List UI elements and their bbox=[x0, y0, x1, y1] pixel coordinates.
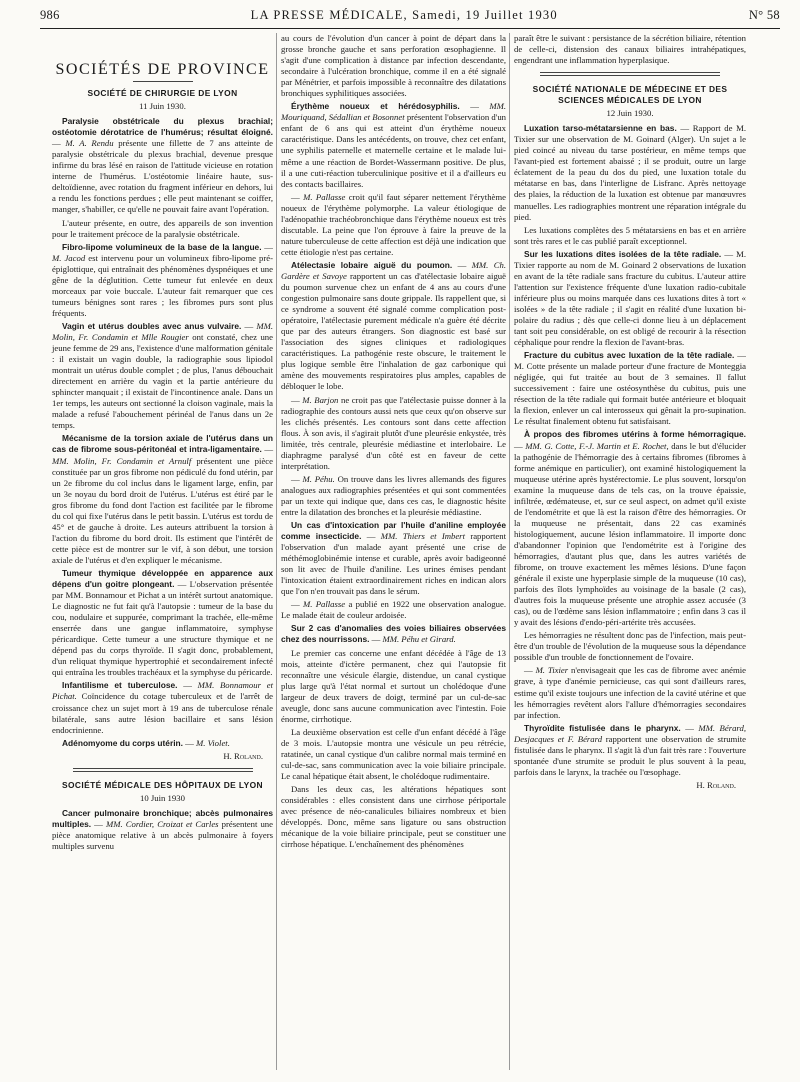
page-header bbox=[40, 4, 780, 26]
article: Thyroïdite fistulisée dans le pharynx. — MM. Bérard, Desjacques et F. Bérard rapportent une observation de strumite fistulisée dans le pharynx. Il s'agit là d'un fait très rare : l'ouverture spontanée d'une strumite se produit le plus souvent à la peau, parfois dans le larynx, la trachée ou l'œsophage. bbox=[514, 722, 747, 777]
signature: H. Roland. bbox=[696, 779, 736, 790]
article: Vagin et utérus doubles avec anus vulvaire. — MM. Molin, Fr. Condamin et Mlle Rougier ont constaté, chez une jeune femme de 29 ans, l'existence d'une malformation génitale : il existait un vagin double, la radiographie sous lipiodol montrait un utérus double complet ; de plus, l'anus débouchait directement en arrière du vagin et la partie antérieure du sphincter manquait ; il existait de l'incontinence anale. Dans un 1er temps, les auteurs ont sectionné la cloison vaginale, mais la malade a refusé l'abouchement périnéal de l'anus dans un 2e temps. bbox=[52, 320, 273, 431]
session-date: 10 Juin 1930 bbox=[140, 792, 185, 803]
article: Adénomyome du corps utérin. — M. Violet. bbox=[62, 737, 230, 748]
article: — M. Péhu. On trouve dans les livres allemands des figures analogues aux radiographies présentées et qui sont commentées par un texte qui indique que, dans ces cas, le diagnostic hésite entre la dilatation des bronches et la pleurésie médiastine. bbox=[281, 473, 506, 517]
paragraph: Dans les deux cas, les altérations hépatiques sont considérables : elles consistent dans une cirrhose périportale avec présence de néo-canalicules biliaires nombreux et bien développés. Donc, même sans ligature ou sans obstruction mécanique de la voie biliaire principale, peut se constituer une cirrhose hépatique. L'enchaînement des phénomènes bbox=[281, 784, 506, 850]
journal-title: LA PRESSE MÉDICALE, Samedi, 19 Juillet 1930 bbox=[250, 7, 558, 22]
article: Fracture du cubitus avec luxation de la tête radiale. — M. Cotte présente un malade porteur d'une fracture de Monteggia négligée, qui fut traitée au bout de 3 semaines. Il fallut successivement : faire une ostéosynthèse du cubitus, puis une résection de la tête radiale qui formait butée antérieure et bloquait la flexion, enlever un cal interosseux qui gênait la pro-supination. Le résultat finalement obtenu fut satisfaisant. bbox=[514, 350, 746, 427]
article-continuation: au cours de l'évolution d'un cancer à point de départ dans la grosse bronche gauche et sans perforation œsophagienne. Il s'agit d'une complication à distance par infection descendante, secondaire à l'ulcération bronchique, comme il en a été signalé par Ménétrier, et parfois impossible à reconnaître des dilatations bronchiques syphilitiques associées. bbox=[281, 33, 506, 99]
society-title: SOCIÉTÉ DE CHIRURGIE DE LYON bbox=[87, 88, 238, 99]
article: À propos des fibromes utérins à forme hémorragique. — MM. G. Cotte, F.-J. Martin et E. Rochet, dans le but d'élucider la pathogénie de l'hémorragie des à certains fibromes (fibromes à forme anémique en particulier), ont examiné histologiquement la muqueuse utérine après hystérectomie. Le plus souvent, lorsqu'on examine la muqueuse dans de tels cas, on la trouve épaissie, infiltrée, œdémateuse, et, sur ce seul aspect, on admet qu'il existe de l'endométrite et que là est la raison d'être des hémorragies. Or la muqueuse ne présentait, dans 22 cas examinés histologiquement, aucune lésion inflammatoire. Il importe donc d'abandonner l'opinion que l'endométrite est à l'origine des hémorragies, d'autant plus que, dans les autres variétés de fibrome, on trouve exactement les mêmes lésions. D'une façon générale il existe une hyperplasie simple de la muqueuse (10 cas), parfois des îlots lymphoïdes au voisinage de la basale (2 cas), d'autres fois la muqueuse présente une atrophie assez accusée (3 cas), ou de l'œdème sans lésion inflammatoire ; enfin dans 3 cas il y avait des lésions d'endo-péri-artérite très accusées. bbox=[514, 429, 747, 628]
article: Un cas d'intoxication par l'huile d'aniline employée comme insecticide. — MM. Thiers et Imbert rapportent l'observation d'un malade ayant présenté une crise de méthémoglobinémie intense et curable, après avoir badigeonné son lit avec de l'huile d'aniline. Les urines émises pendant l'intoxication étaient extraordinairement riches en indican alors que l'on n'en trouvait pas dans le sérum. bbox=[281, 520, 507, 597]
article-continuation: paraît être le suivant : persistance de la sécrétion biliaire, rétention de celle-ci, distension des canaux biliaires intrahépatiques, engendrant une inflammation hyperplasique. bbox=[514, 33, 746, 66]
article: Érythème noueux et hérédosyphilis. — MM. Mouriquand, Sédallian et Bosonnet présentent l'observation d'un enfant de 6 ans qui est atteint d'un érythème noueux caractéristique. Dans les antécédents, on trouve, chez cet enfant, une syphilis paternelle et maternelle certaine et le malade lui-même a une réaction de Bordet-Wassermann positive. De plus, il a une cuti-réaction tuberculinique positive et il a d'ailleurs eu des contacts bacillaires. bbox=[281, 101, 507, 189]
article: Tumeur thymique développée en apparence aux dépens d'un goitre plongeant. — L'observation présentée par MM. Bonnamour et Pichat a un intérêt surtout anatomique. Le diagnostic ne fut fait qu'à l'autopsie : tumeur de la base du cou, nodulaire et suppurée, comprimant la trachée, elle-même enserrée dans une gangue inflammatoire, symphyse péricardique. Cette tumeur a une structure thymique et ne dépend pas du corps thyroïde. Il s'agit donc, probablement, d'un reliquat thymique hypertrophié et secondairement infecté qui entraîna les troubles trachéaux et la symphyse du péricarde. bbox=[52, 567, 274, 678]
article: — M. Pallasse croit qu'il faut séparer nettement l'érythème noueux de l'érythème polymorphe. La valeur étiologique de l'adénopathie trachéobronchique dans l'érythème noueux est très discutable. La peine que l'on éprouve à faire la preuve de la nature tuberculeuse de cette affection est déjà une indication que cette étiologie n'est pas certaine. bbox=[281, 191, 507, 257]
article: Infantilisme et tuberculose. — MM. Bonnamour et Pichat. Coïncidence du cotage tuberculeux et de l'arrêt de croissance chez un sujet mort à 19 ans de tuberculose rénale bilatérale, sans autre lésion bacillaire et sans lésion endocrinienne. bbox=[52, 680, 274, 735]
separator bbox=[540, 72, 720, 76]
page-number: 986 bbox=[40, 7, 60, 22]
article: Luxation tarso-métatarsienne en bas. — Rapport de M. Tixier sur une observation de M. Goinard (Alger). Un sujet a le pied coincé au niveau du tarse postérieur, en même temps que l'avant-pied est fortement abaissé ; il se produit, outre un large éclatement de la peau du dos du pied, une luxation totale du métatarse en bas, dans l'interligne de Lisfranc. Après nettoyage des plaies, la réduction de la luxation est obtenue par manœuvres manuelles. Les radiographies montrent une réparation intégrale du pied. bbox=[514, 123, 746, 222]
paragraph: Les luxations complètes des 5 métatarsiens en bas et en arrière sont très rares et le cas publié paraît exceptionnel. bbox=[514, 224, 746, 246]
paragraph: Les hémorragies ne résultent donc pas de l'infection, mais peut-être d'un trouble de l'évolution de la muqueuse sous la dépendance possible d'un trouble de fonctionnement de l'ovaire. bbox=[514, 630, 746, 663]
article: — M. Pallasse a publié en 1922 une observation analogue. Le malade était de couleur ardoisée. bbox=[281, 599, 507, 621]
article-continuation: L'auteur présente, en outre, des appareils de son invention pour le traitement précoce de la paralysie obstétricale. bbox=[52, 217, 273, 239]
separator bbox=[133, 81, 193, 82]
article: Cancer pulmonaire bronchique; abcès pulmonaires multiples. — MM. Cordier, Croizat et Carles présentent une pièce anatomique relative à un abcès pulmonaire à foyers multiples survenu bbox=[52, 807, 274, 851]
article: Atélectasie lobaire aiguë du poumon. — MM. Ch. Gardère et Savoye rapportent un cas d'atélectasie lobaire aiguë du poumon survenue chez un enfant de 4 ans au cours d'une congestion pulmonaire sans doute grippale. Ils rappellent que, si ce syndrome a souvent été signalé comme complication post-opératoire, l'atélectasie purement médicale n'a guère été décrite que par des auteurs étrangers. Son diagnostic est basé sur l'association des signes cliniques et radiologiques caractéristiques. La pathogénie reste obscure, le traitement le plus logique semble être l'inhalation de gaz carbonique qui amène des mouvements respiratoires plus amples, capables de débloquer le lobe. bbox=[281, 259, 507, 392]
column-2 bbox=[281, 33, 506, 852]
article: — M. Tixier n'envisageait que les cas de fibrome avec anémie grave, à type d'anémie pernicieuse, cas qui sont d'ailleurs rares, estime qu'il existe toujours une infection de la cavité utérine et que les hémorragies revêtent alors l'allure d'hémorragies secondaires par infection. bbox=[514, 665, 747, 720]
paragraph: La deuxième observation est celle d'un enfant décédé à l'âge de 3 mois. L'autopsie montra une vésicule un peu rétrécie, ratatinée, un canal cystique d'un calibre normal mais terminé en cul-de-sac, sans communication avec la voie biliaire principale. Le canal hépatique était absent, le cholédoque rudimentaire. bbox=[281, 726, 506, 782]
society-title: SOCIÉTÉ MÉDICALE DES HÔPITAUX DE LYON bbox=[62, 779, 263, 790]
column-divider bbox=[509, 33, 510, 1070]
paragraph: Le premier cas concerne une enfant décédée à l'âge de 13 mois, atteinte d'ictère permanent, chez qui l'autopsie fit reconnaître une vésicule élargie, distendue, un canal cystique plus large qu'à l'état normal et surtout un cholédoque d'une largeur de deux travers de doigt, terminé par un cul-de-sac aveugle, donc sans aucune communication avec l'intestin. Foie énorme, cirrhotique. bbox=[281, 647, 506, 724]
issue-number: N° 58 bbox=[748, 7, 780, 22]
society-title: SOCIÉTÉ NATIONALE DE MÉDECINE ET DES SCIENCES MÉDICALES DE LYON bbox=[532, 84, 728, 106]
column-1 bbox=[52, 52, 273, 854]
article: Sur 2 cas d'anomalies des voies biliaires observées chez des nourrissons. — MM. Péhu et Girard. bbox=[281, 623, 506, 645]
session-date: 11 Juin 1930. bbox=[139, 101, 186, 112]
header-rule bbox=[40, 28, 780, 29]
section-title: SOCIÉTÉS DE PROVINCE bbox=[55, 61, 270, 78]
column-3 bbox=[514, 33, 746, 791]
article: — M. Barjon ne croit pas que l'atélectasie puisse donner à la radiographie des contours aussi nets que ceux qu'on observe sur les clichés présentés. Les contours sont dans cette affection flous. À son avis, il s'agirait plutôt d'une pleurésie enkystée, très limitée, très centrale, pleurésie médiastine et interlobaire. Le diaphragme paralysé d'un côté est en faveur de cette interprétation. bbox=[281, 394, 507, 471]
separator bbox=[73, 768, 253, 772]
article: Sur les luxations dites isolées de la tête radiale. — M. Tixier rapporte au nom de M. Goinard 2 observations de luxation en avant de la tête radiale sans fracture du cubitus. L'auteur attire l'attention sur l'existence fréquente d'une luxation radio-cubitale inférieure plus ou moins marquée dans ces luxations dites à tort « isolées » de la tête radiale ; il s'agit en réalité d'une luxation bi-polaire du radius ; dès que celle-ci donne lieu à un déplacement tant soit peu considérable, on est obligé de recourir à la résection céphalique pour rendre la flexion de l'avant-bras. bbox=[514, 248, 746, 348]
article: Paralysie obstétricale du plexus brachial; ostéotomie dérotatrice de l'humérus; résultat éloigné. — M. A. Rendu présente une fillette de 7 ans atteinte de paralysie obstétricale du plexus brachial, devenue presque infirme du bras lésé en raison de l'attitude vicieuse en rotation interne de l'humérus. L'ostéotomie linéaire haute, sus-deltoïdienne, avec rotation du fragment inférieur en dehors, lui a rendu les fonctions perdues ; elle peut maintenant se coiffer, manger, s'habiller, ce qu'elle ne pouvait faire avant l'opération. bbox=[52, 116, 273, 215]
column-divider bbox=[276, 33, 277, 1070]
signature: H. Roland. bbox=[223, 750, 263, 761]
session-date: 12 Juin 1930. bbox=[606, 108, 654, 119]
article: Mécanisme de la torsion axiale de l'utérus dans un cas de fibrome sous-péritonéal et intra-ligamentaire. — MM. Molin, Fr. Condamin et Arnulf présentent une pièce constituée par un gros fibrome non pédiculé du fond utérin, par un 2e fibrome du col inclus dans le ligament large, enfin, par un 3e noyau du bord droit de l'utérus. L'utérus est étiré par le gros fibrome du fond dont l'action est facilitée par le fibrome du col qui fixe l'utérus dans le petit bassin. L'utérus est tordu de 45° et de gauche à droite. Les auteurs attribuent la torsion à l'action du fibrome du bord droit. Ils estiment que l'intérêt de cette pièce est de montrer sur le vif, à son début, une torsion axiale de l'utérus et d'en expliquer le mécanisme. bbox=[52, 433, 274, 565]
article: Fibro-lipome volumineux de la base de la langue. — M. Jacod est intervenu pour un volumineux fibro-lipome pré-épiglottique, qui entraînait des phénomènes dyspnéiques et une gêne de la déglutition. Cette tumeur fut enlevée en deux morceaux par voie buccale. L'auteur fait remarquer que ces tumeurs bénignes sont rares ; les fibromes purs sont plus fréquents. bbox=[52, 241, 273, 318]
